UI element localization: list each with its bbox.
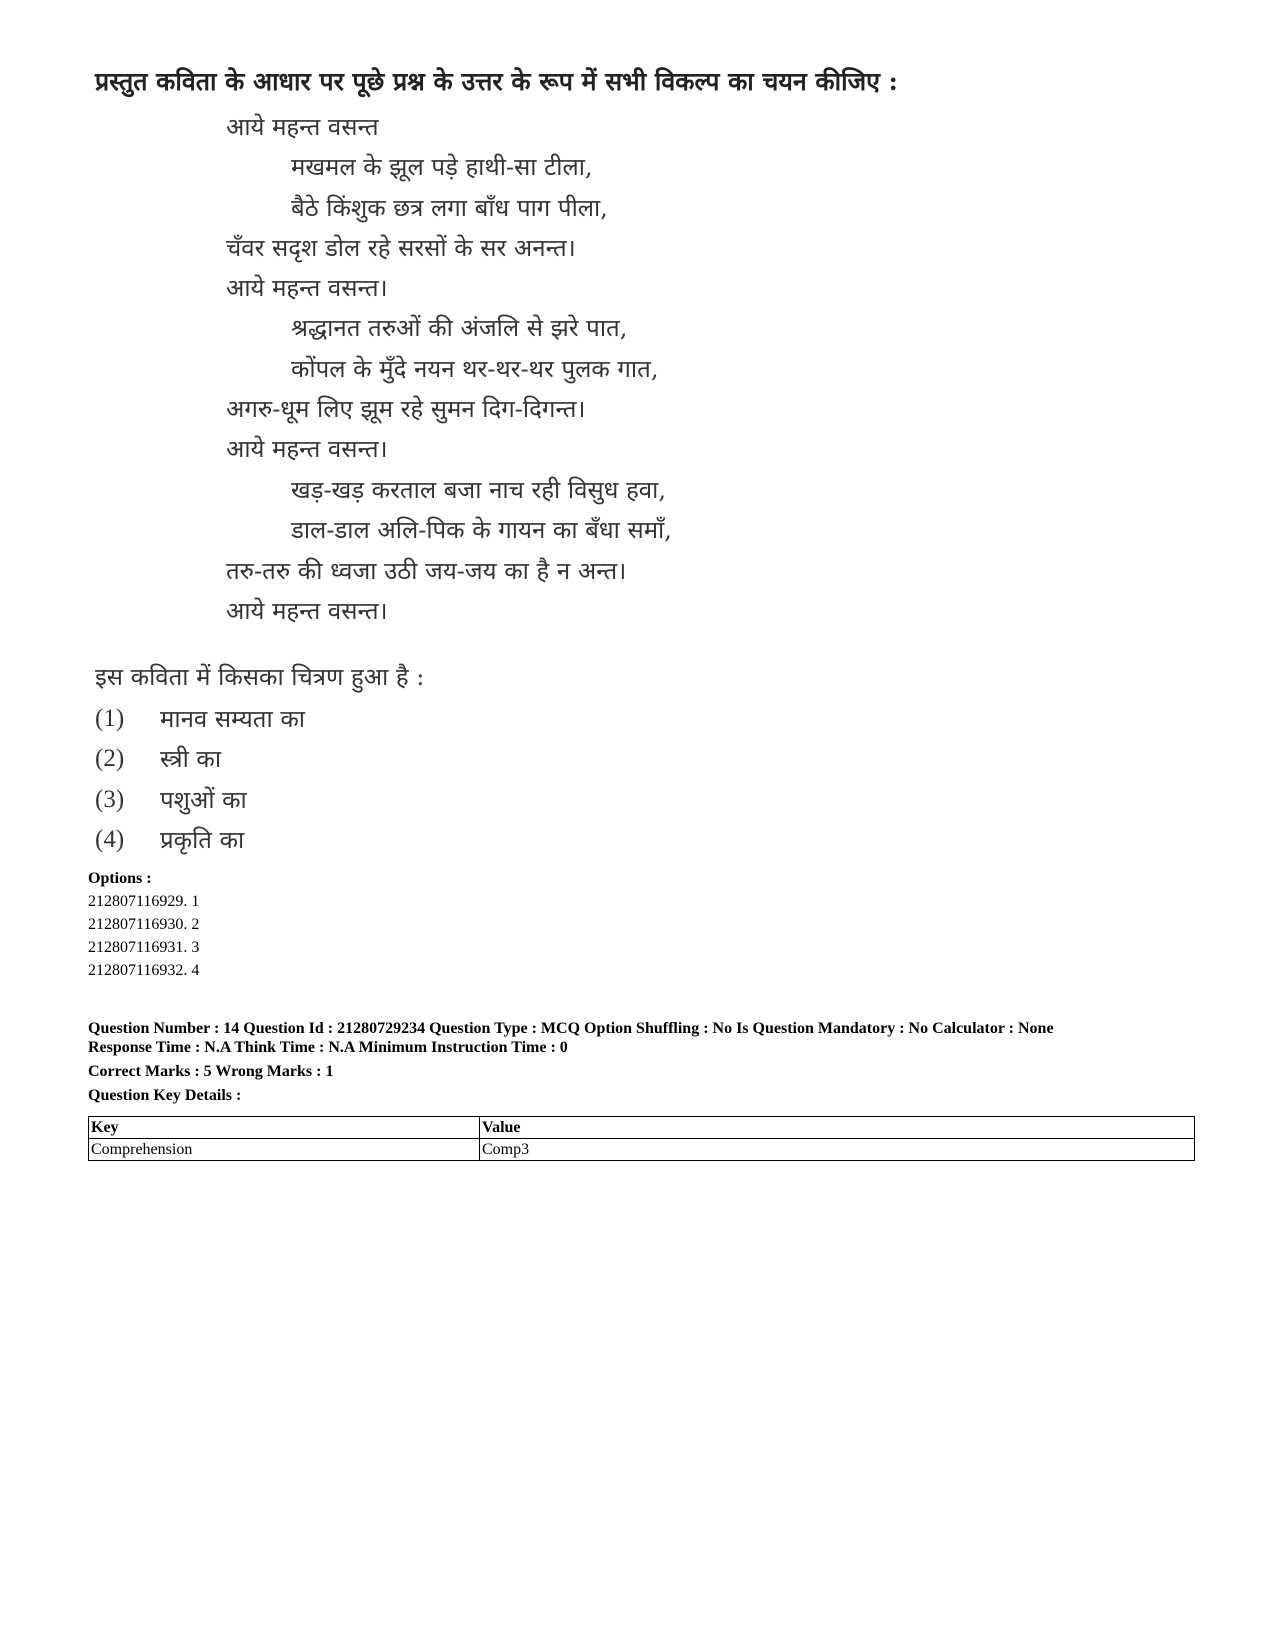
- instruction-heading: प्रस्तुत कविता के आधार पर पूछे प्रश्न के उत्तर के रूप में सभी विकल्प का चयन कीजिए :: [95, 67, 898, 96]
- poem-line: कोंपल के मुँदे नयन थर-थर-थर पुलक गात,: [291, 355, 659, 383]
- poem-line: डाल-डाल अलि-पिक के गायन का बँधा समाँ,: [291, 516, 672, 544]
- poem-line: तरु-तरु की ध्वजा उठी जय-जय का है न अन्त।: [226, 557, 627, 585]
- poem-line: अगरु-धूम लिए झूम रहे सुमन दिग-दिगन्त।: [226, 395, 586, 423]
- poem-line: आये महन्त वसन्त।: [226, 597, 388, 625]
- table-row: [89, 1139, 1195, 1161]
- choice-text: प्रकृति का: [160, 826, 245, 854]
- choice-number: (2): [95, 745, 125, 772]
- table-cell-key: Comprehension: [89, 1139, 480, 1161]
- choice-text: स्त्री का: [160, 745, 222, 773]
- key-details-table: [88, 1116, 1195, 1161]
- options-label: Options :: [88, 870, 152, 887]
- poem-line: चँवर सदृश डोल रहे सरसों के सर अनन्त।: [226, 234, 576, 262]
- poem-line: आये महन्त वसन्त।: [226, 435, 388, 463]
- question-meta-line: Question Number : 14 Question Id : 21280729234 Question Type : MCQ Option Shuffling : No Is Question Mandatory : No Calculator : None: [88, 1020, 1054, 1037]
- question-meta-line: Response Time : N.A Think Time : N.A Minimum Instruction Time : 0: [88, 1039, 568, 1056]
- option-id: 212807116929. 1: [88, 893, 200, 910]
- table-header-row: [89, 1117, 1195, 1139]
- choice-number: (4): [95, 826, 125, 853]
- table-header-key: Key: [89, 1117, 480, 1139]
- choice-number: (3): [95, 786, 125, 813]
- choice-text: पशुओं का: [160, 786, 247, 814]
- marks-line: Correct Marks : 5 Wrong Marks : 1: [88, 1063, 334, 1080]
- key-details-label: Question Key Details :: [88, 1087, 242, 1104]
- option-id: 212807116932. 4: [88, 962, 200, 979]
- table-header-value: Value: [480, 1117, 1195, 1139]
- poem-line: मखमल के झूल पड़े हाथी-सा टीला,: [291, 153, 593, 181]
- option-id: 212807116931. 3: [88, 939, 200, 956]
- table-cell-value: Comp3: [480, 1139, 1195, 1161]
- poem-line: खड़-खड़ करताल बजा नाच रही विसुध हवा,: [291, 476, 666, 504]
- choice-text: मानव सम्यता का: [160, 705, 305, 733]
- option-id: 212807116930. 2: [88, 916, 200, 933]
- poem-line: आये महन्त वसन्त: [226, 113, 379, 141]
- question-text: इस कविता में किसका चित्रण हुआ है :: [95, 663, 425, 691]
- choice-number: (1): [95, 705, 125, 732]
- poem-line: आये महन्त वसन्त।: [226, 274, 388, 302]
- poem-line: श्रद्धानत तरुओं की अंजलि से झरे पात,: [291, 314, 628, 342]
- poem-line: बैठे किंशुक छत्र लगा बाँध पाग पीला,: [291, 194, 608, 222]
